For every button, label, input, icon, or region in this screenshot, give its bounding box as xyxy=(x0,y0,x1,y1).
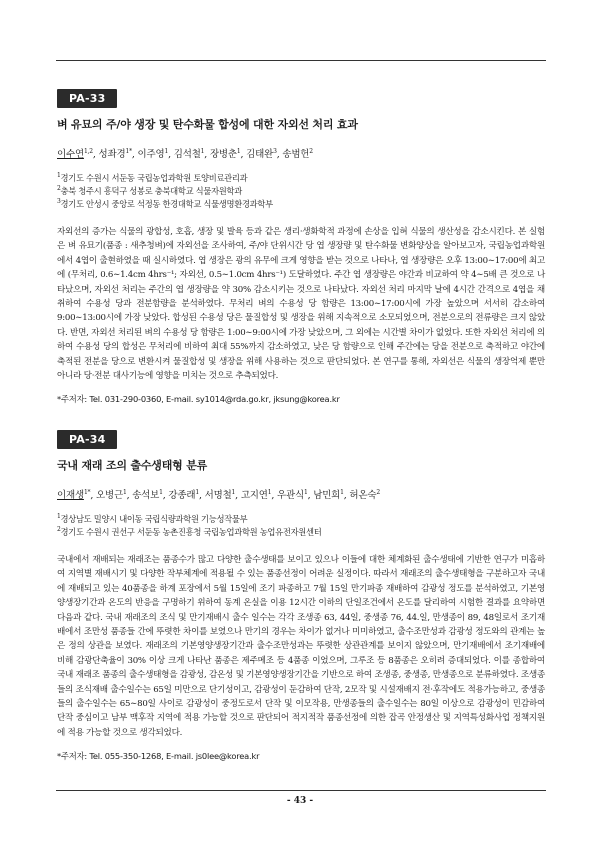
author-name: 우관식 xyxy=(277,490,304,501)
author-sup: 1 xyxy=(303,488,308,496)
author-name: 성좌경 xyxy=(98,149,126,160)
abstract-title: 국내 재래 조의 출수생태형 분류 xyxy=(57,459,208,472)
author-name: 이재생 xyxy=(57,490,84,501)
author-name: 송석보 xyxy=(132,490,160,501)
corresponding-contact: *주저자: Tel. 031-290-0360, E-mail. sy1014@rda.go.kr, jksung@korea.kr xyxy=(57,394,340,405)
affiliation-list xyxy=(57,513,545,539)
author-sup: 1 xyxy=(195,488,199,496)
author-name: 허온숙 xyxy=(349,490,377,501)
affiliation-list xyxy=(57,172,545,211)
author-sup: 1* xyxy=(83,488,91,496)
author-name: 김태완 xyxy=(246,149,274,160)
author-sup: 1 xyxy=(267,488,272,496)
author-sup: 1 xyxy=(164,147,169,155)
author-list: 이수연$^{1,2}$, 성좌경$^{1*}$, 이주영$^1$, 김석철$^1$, 장병춘$^1$, 김태완$^3$, 송범헌$^2$ xyxy=(57,147,313,160)
affiliation-item: $^2$경기도 수원시 권선구 서둔동 농촌진흥청 국립농업과학원 농업유전자원센터 xyxy=(57,526,322,537)
affiliation-item: $^3$경기도 안성시 중앙로 석정동 한경대학교 식물생명환경과학부 xyxy=(57,198,273,209)
author-list: 이재생$^{1*}$, 오병근$^1$, 송석보$^1$, 강종래$^1$, 서명철$^1$, 고지연$^1$, 우관식$^1$, 남민희$^1$, 허온숙$^2$ xyxy=(57,488,380,501)
affiliation-item: $^1$경상남도 밀양시 내이동 국립식량과학원 기능성작물부 xyxy=(57,513,248,524)
abstract-pa-34 xyxy=(57,428,545,762)
abstract-code-badge: PA-33 xyxy=(57,89,117,108)
abstract-body: 국내에서 재배되는 재래조는 품종수가 많고 다양한 출수생태를 보이고 있으나 이들에 대한 체계화된 출수생태에 기반한 연구가 미흡하여 지역별 재배시기 및 다양한 작부체계에 적용될 수 있는 품종선정이 어려운 실정이다. 따라서 재래조의 출수생태형을 구분하고자 국내에 재배되고 있는 40품종을 하계 포장에서 5월 15일에 조기 파종하고 7월 15일 만기파종 재배하여 감광성 정도를 분석하였고, 기본영양생장기간과 온도의 반응을 구명하기 위하여 동계 온실을 이용 12시간 이하의 단일조건에서 온도를 달리하여 시험한 결과를 요약하면 다음과 같다. 국내 재래조의 조식 및 만기재배시 출수 일수는 각각 조생종 63, 44일, 중생종 76, 44.일, 만생종이 89, 48일로서 조기재배에서 조만성 품종들 간에 뚜렷한 차이를 보였으나 만기의 경우는 차이가 없거나 미미하였고, 출수조만성과 감광성 정도와의 관계는 높은 정의 상관을 보였다. 재래조의 기본영양생장기간과 출수조만성과는 뚜렷한 상관관계를 보이지 않았으며, 만기재배에서 조기재배에 비해 감광단축율이 30% 이상 크게 나타난 품종은 제주메조 등 4품종 이었으며, 그루조 등 8품종은 오히려 증대되었다. 이를 종합하여 국내 재래조 품종의 출수생태형을 감광성, 감온성 및 기본영양생장기간을 기반으로 하여 조생종, 중생종, 만생종으로 분류하였다. 조생종들의 조식재배 출수일수는 65일 미만으로 단기성이고, 감광성이 둔감하여 단작, 2모작 및 시설재배지 전·후작에도 적용가능하고, 중생종들의 출수일수는 65∼80일 사이로 감광성이 중정도로서 단작 및 이모작용, 만생종들의 출수일수는 80일 이상으로 감광성이 민감하여 단작 중심이고 남부 맥후작 지역에 적용 가능할 것으로 판단되어 적지적작 품종선정에 의한 잡곡 안정생산 및 지역특성화사업 정책지원에 적용 가능할 것으로 생각되었다. xyxy=(57,555,545,738)
author-sup: 1 xyxy=(231,488,236,496)
author-sup: 1 xyxy=(340,488,344,496)
affiliation-item: $^2$충북 청주시 흥덕구 성봉로 충북대학교 식물자원학과 xyxy=(57,185,242,196)
author-name: 이주영 xyxy=(137,149,165,160)
author-name: 서명철 xyxy=(204,490,232,501)
bottom-rule xyxy=(56,790,546,791)
author-sup: 1 xyxy=(200,147,205,155)
author-name: 오병근 xyxy=(96,490,123,501)
author-name: 송범헌 xyxy=(282,149,310,160)
abstract-body: 자외선의 증가는 식물의 광합성, 호흡, 생장 및 발육 등과 같은 생리·생화학적 과정에 손상을 입혀 식물의 생산성을 감소시킨다. 본 실험은 벼 유묘기(품종 : 새추청벼)에 자외선을 조사하여, 주/야 단위시간 당 엽 생장량 및 탄수화물 변화양상을 알아보고자, 국립농업과학원에서 4엽이 출현하였을 때 실시하였다. 엽 생장은 광의 유무에 크게 영향을 받는 것으로 나타나, 엽 생장량은 오후 13:00∼17:00에 최고에 (무처리, 0.6∼1.4cm 4hrs⁻¹; 자외선, 0.5∼1.0cm 4hrs⁻¹) 도달하였다. 주간 엽 생장량은 야간과 비교하여 약 4∼5배 큰 것으로 나타났으며, 자외선 처리는 주간의 엽 생장량을 약 30% 감소시키는 것으로 나타났다. 자외선 처리 마지막 날에 4시간 간격으로 4엽을 채취하여 수용성 당과 전분함량을 분석하였다. 무처리 벼의 수용성 당 함량은 13:00∼17:00시에 가장 높았으며 서서히 감소하여 9:00∼13:00시에 가장 낮았다. 합성된 수용성 당은 물질합성 및 생장을 위해 지속적으로 소모되었으며, 전분으로의 전류량은 크지 않았다. 반면, 자외선 처리된 벼의 수용성 당 함량은 1:00∼9:00시에 가장 낮았으며, 그 외에는 시간별 차이가 없었다. 또한 자외선 처리에 의하여 수용성 당의 합성은 무처리에 비하여 최대 55%까지 감소하였고, 낮은 당 함량으로 인해 주간에는 당을 전분으로 축적하고 야간에 축적된 전분을 당으로 변환시켜 물질합성 및 생장을 위해 사용하는 것으로 판단되었다. 본 연구를 통해, 자외선은 식물의 생장억제 뿐만 아니라 당·전분 대사기능에 영향을 미치는 것으로 추측되었다. xyxy=(57,227,545,382)
author-sup: 1* xyxy=(125,147,132,155)
corresponding-contact: *주저자: Tel. 055-350-1268, E-mail. js0lee@korea.kr xyxy=(57,751,260,762)
abstract-title: 벼 유묘의 주/야 생장 및 탄수화물 합성에 대한 자외선 처리 효과 xyxy=(57,118,358,131)
author-sup: 1,2 xyxy=(83,147,93,155)
author-name: 강종래 xyxy=(168,490,196,501)
author-sup: 2 xyxy=(309,147,313,155)
author-sup: 3 xyxy=(273,147,277,155)
author-sup: 1 xyxy=(122,488,127,496)
author-name: 장병춘 xyxy=(209,149,237,160)
top-rule xyxy=(56,60,546,61)
affiliation-item: $^1$경기도 수원시 서둔동 국립농업과학원 토양비료관리과 xyxy=(57,172,248,183)
author-name: 고지연 xyxy=(240,490,268,501)
abstract-pa-33 xyxy=(57,87,545,405)
author-name: 김석철 xyxy=(173,149,201,160)
author-sup: 2 xyxy=(376,488,380,496)
page-number: - 43 - xyxy=(286,796,314,806)
author-name: 남민희 xyxy=(313,490,341,501)
author-sup: 1 xyxy=(236,147,241,155)
author-name: 이수연 xyxy=(57,149,84,160)
abstract-code-badge: PA-34 xyxy=(57,430,117,449)
author-sup: 1 xyxy=(159,488,163,496)
